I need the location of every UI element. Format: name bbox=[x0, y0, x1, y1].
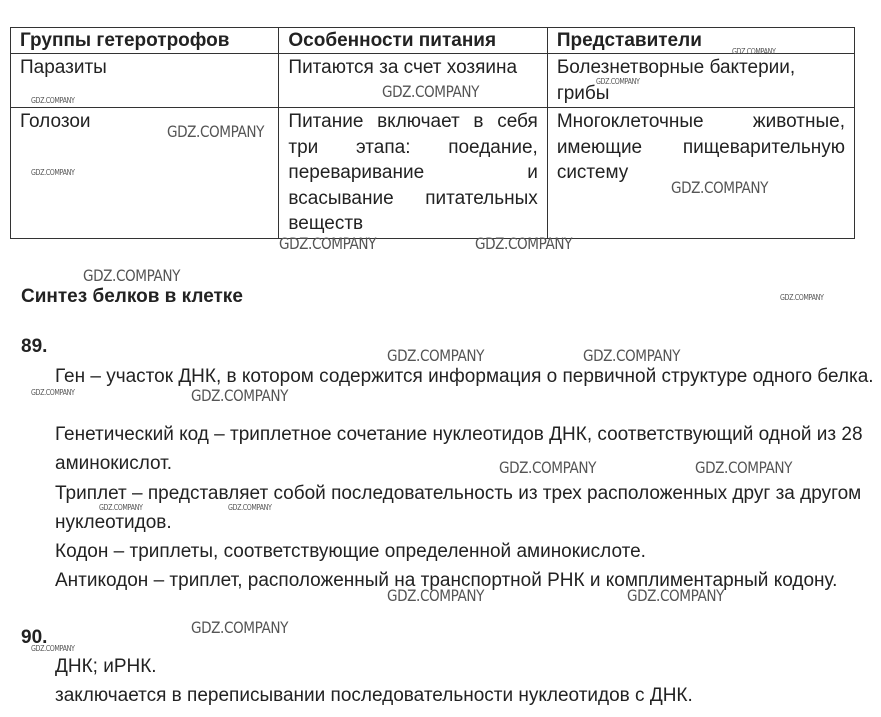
table-cell: Питаются за счет хозяина bbox=[279, 54, 547, 108]
watermark: GDZ.COMPANY bbox=[695, 458, 793, 477]
watermark: GDZ.COMPANY bbox=[191, 618, 289, 637]
question-number-89: 89. bbox=[21, 336, 48, 357]
table-cell: Болезнетворные бактерии, грибы bbox=[547, 54, 854, 108]
watermark: GDZ.COMPANY bbox=[382, 82, 480, 101]
answer-paragraph: Триплет – представляет собой последовательность из трех расположенных друг за другом нуклеотидов. bbox=[55, 483, 862, 533]
answer-paragraph: ДНК; иРНК. bbox=[55, 656, 157, 677]
watermark: GDZ.COMPANY bbox=[31, 96, 75, 105]
table-cell: Многоклеточные животные, имеющие пищеварительную систему bbox=[547, 108, 854, 239]
watermark: GDZ.COMPANY bbox=[99, 503, 143, 512]
watermark: GDZ.COMPANY bbox=[31, 168, 75, 177]
section-title: Синтез белков в клетке bbox=[21, 286, 243, 307]
watermark: GDZ.COMPANY bbox=[31, 388, 75, 397]
watermark: GDZ.COMPANY bbox=[499, 458, 597, 477]
watermark: GDZ.COMPANY bbox=[387, 346, 485, 365]
answer-paragraph: Антикодон – триплет, расположенный на транспортной РНК и комплиментарный кодону. bbox=[55, 570, 838, 591]
watermark: GDZ.COMPANY bbox=[671, 178, 769, 197]
watermark: GDZ.COMPANY bbox=[83, 266, 181, 285]
answer-paragraph: Генетический код – триплетное сочетание нуклеотидов ДНК, соответствующий одной из 28 аминокислот. bbox=[55, 424, 863, 474]
answer-paragraph: Кодон – триплеты, соответствующие определенной аминокислоте. bbox=[55, 541, 646, 562]
watermark: GDZ.COMPANY bbox=[583, 346, 681, 365]
watermark: GDZ.COMPANY bbox=[387, 586, 485, 605]
header-groups: Группы гетеротрофов bbox=[11, 28, 279, 54]
table-cell: Питание включает в себя три этапа: поедание, переваривание и всасывание питательных веществ bbox=[279, 108, 547, 239]
watermark: GDZ.COMPANY bbox=[732, 47, 776, 56]
watermark: GDZ.COMPANY bbox=[191, 386, 289, 405]
watermark: GDZ.COMPANY bbox=[780, 293, 824, 302]
heterotroph-table bbox=[10, 27, 855, 239]
table-cell: Паразиты bbox=[11, 54, 279, 108]
table-cell: Голозои bbox=[11, 108, 279, 239]
header-representatives: Представители bbox=[547, 28, 854, 54]
watermark: GDZ.COMPANY bbox=[31, 644, 75, 653]
header-nutrition: Особенности питания bbox=[279, 28, 547, 54]
answer-paragraph: заключается в переписывании последовательности нуклеотидов с ДНК. bbox=[55, 685, 693, 706]
watermark: GDZ.COMPANY bbox=[167, 122, 265, 141]
table-header-row bbox=[11, 28, 855, 54]
watermark: GDZ.COMPANY bbox=[627, 586, 725, 605]
table-row bbox=[11, 108, 855, 239]
watermark: GDZ.COMPANY bbox=[228, 503, 272, 512]
watermark: GDZ.COMPANY bbox=[279, 234, 377, 253]
answer-paragraph: Ген – участок ДНК, в котором содержится информация о первичной структуре одного белка. bbox=[55, 366, 874, 387]
watermark: GDZ.COMPANY bbox=[475, 234, 573, 253]
question-number-90: 90. bbox=[21, 627, 48, 648]
watermark: GDZ.COMPANY bbox=[596, 77, 640, 86]
